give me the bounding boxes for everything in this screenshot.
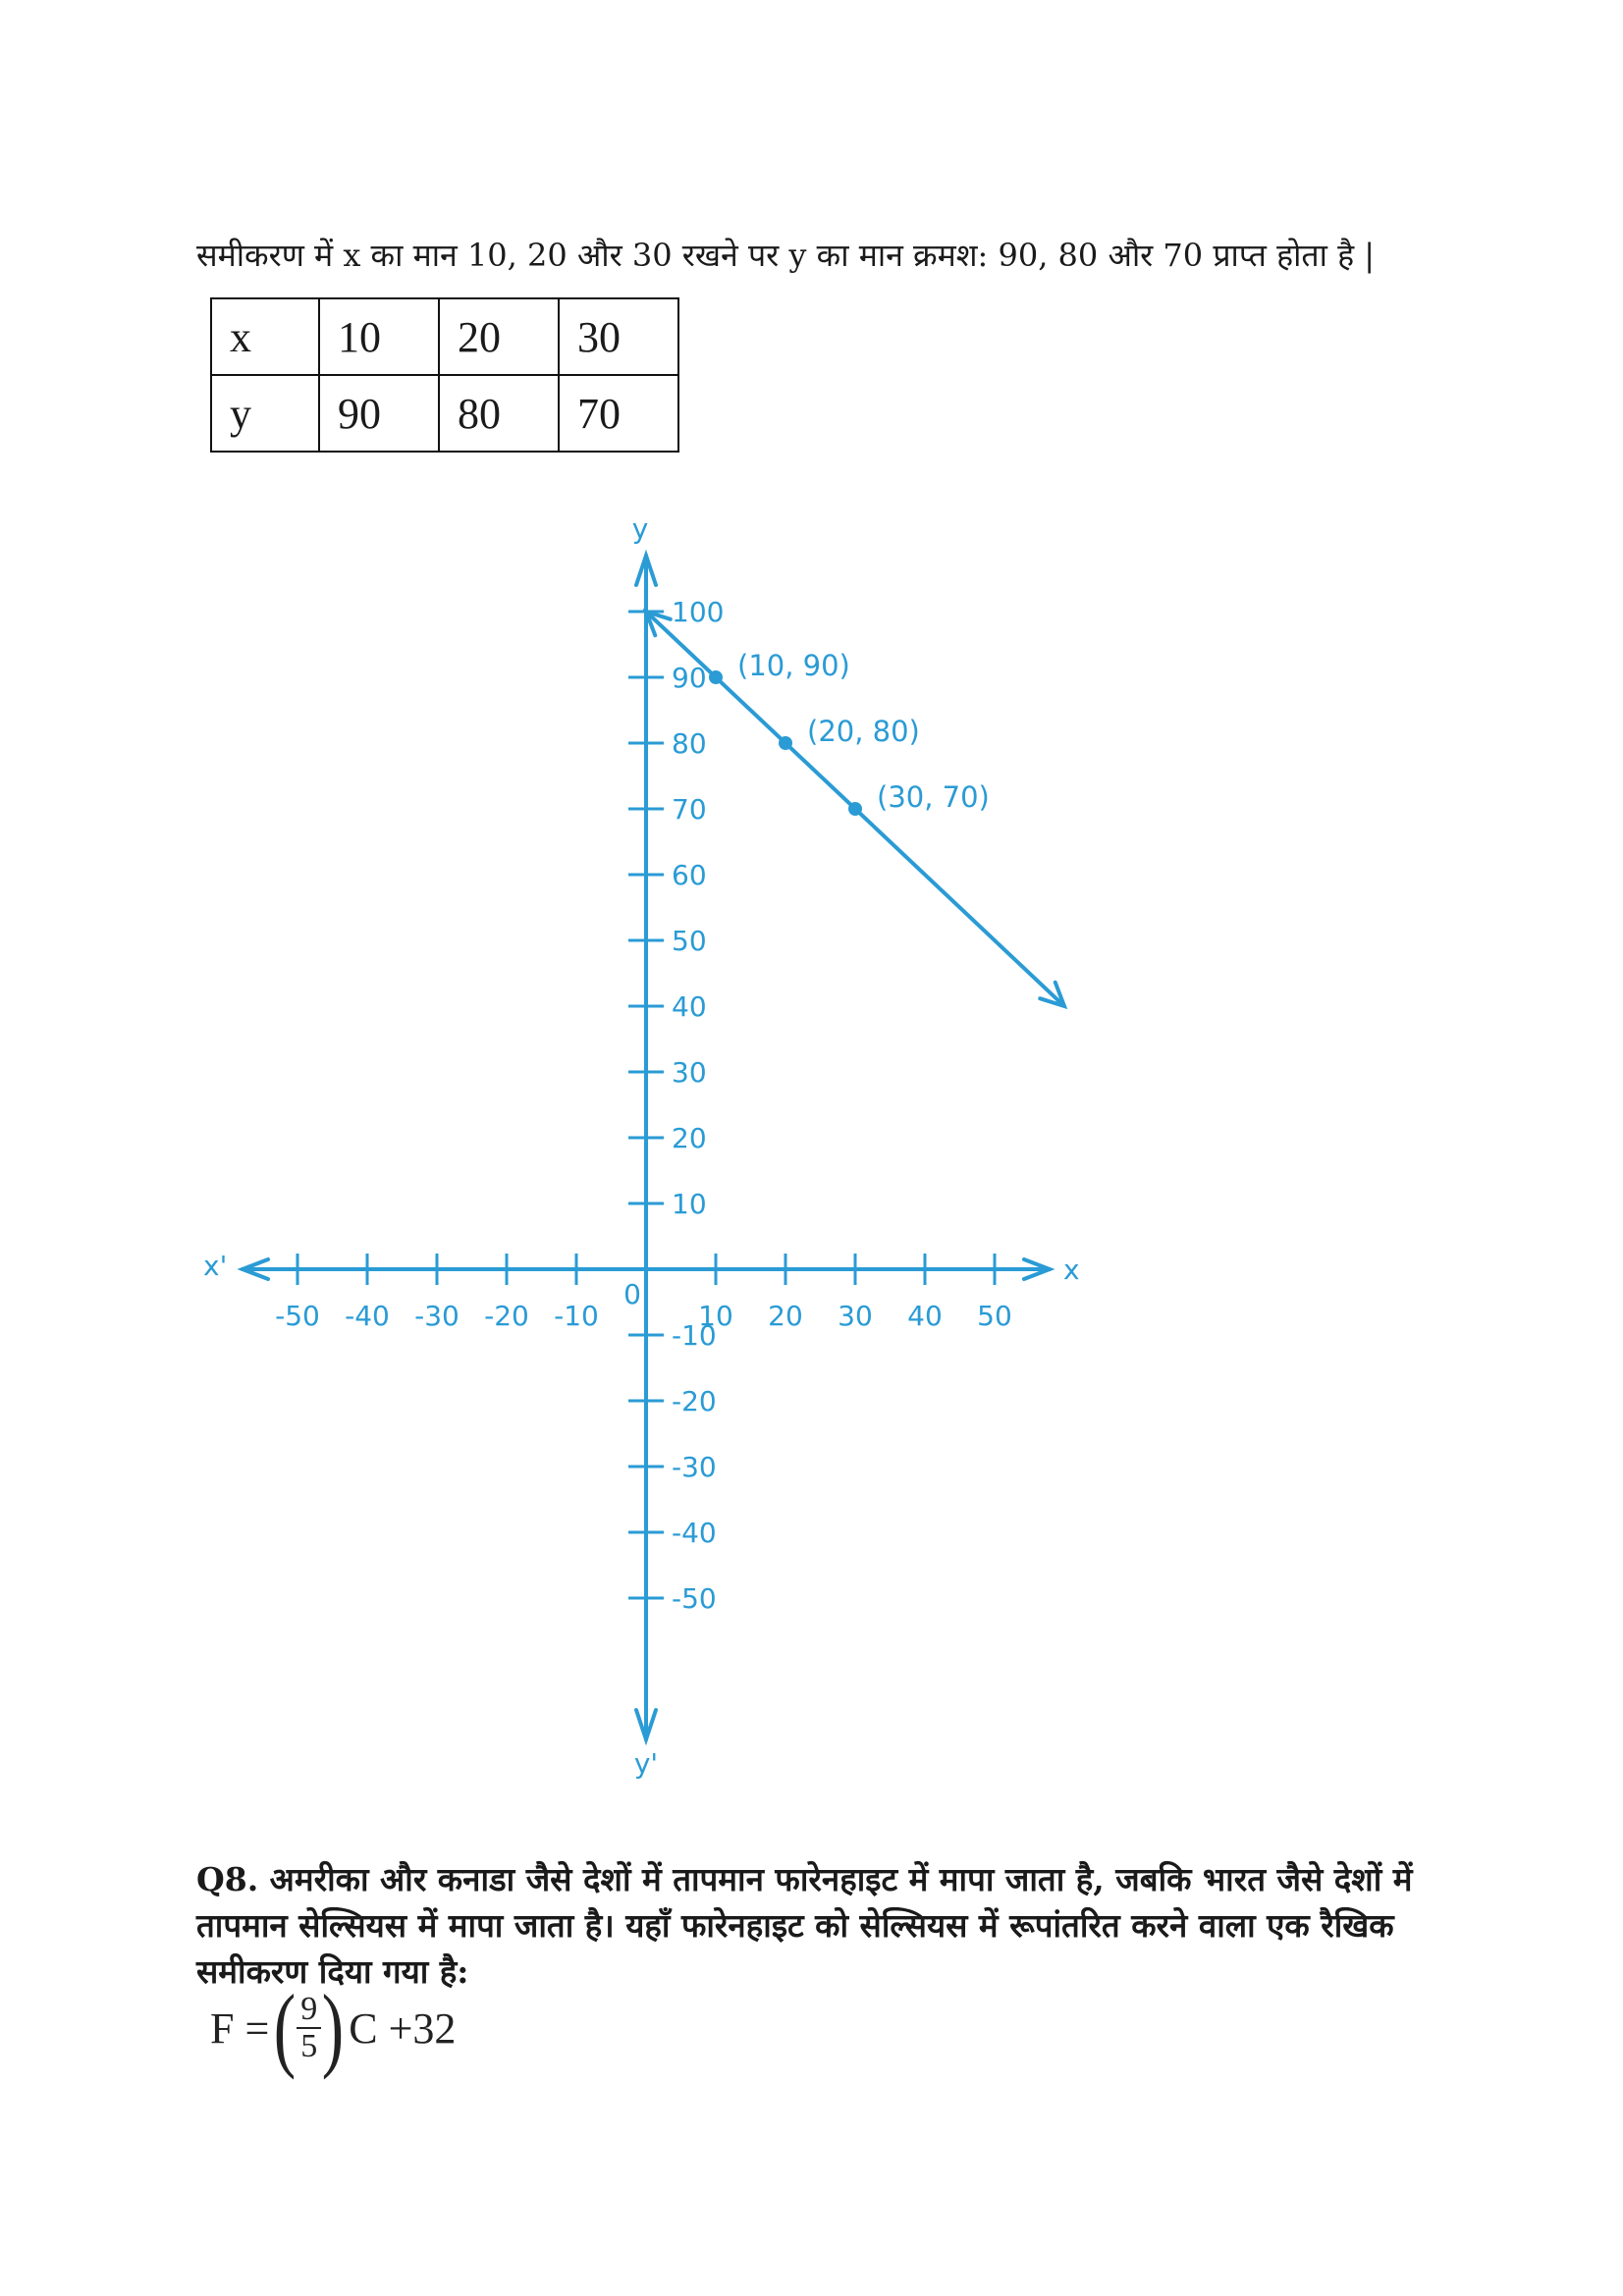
x-tick-label: 20 [768, 1300, 803, 1332]
y-tick-label: -50 [672, 1582, 717, 1615]
fraction-denominator: 5 [300, 2028, 318, 2064]
table-cell: x [211, 298, 319, 375]
y-tick-label: 80 [672, 727, 707, 760]
table-cell: 10 [319, 298, 439, 375]
y-tick-label: 70 [672, 793, 707, 826]
table-cell: 90 [319, 375, 439, 452]
table-cell: y [211, 375, 319, 452]
data-point-label: (10, 90) [737, 649, 850, 682]
fraction [297, 1992, 321, 2064]
y-tick-label: 20 [672, 1122, 707, 1154]
table-row [211, 298, 678, 375]
x-tick-label: -30 [414, 1300, 460, 1332]
y-axis-neg-label: y' [633, 1747, 659, 1780]
y-tick-label: 100 [672, 596, 725, 628]
table-cell: 30 [559, 298, 678, 375]
x-axis-neg-label: x' [203, 1250, 228, 1282]
table-cell: 20 [439, 298, 559, 375]
table-cell: 70 [559, 375, 678, 452]
data-point [709, 670, 723, 684]
y-tick-label: -10 [672, 1319, 717, 1352]
y-tick-label: 30 [672, 1056, 707, 1089]
x-axis-label: x [1063, 1254, 1080, 1286]
formula-rhs: C +32 [349, 2003, 457, 2053]
x-tick-label: 50 [977, 1300, 1012, 1332]
table-row [211, 375, 678, 452]
data-point-label: (30, 70) [877, 780, 990, 814]
y-tick-label: -40 [672, 1517, 717, 1549]
y-tick-label: -20 [672, 1385, 717, 1417]
table-cell: 80 [439, 375, 559, 452]
y-axis-label: y [631, 512, 649, 545]
x-tick-label: 40 [907, 1300, 943, 1332]
x-tick-label: 30 [838, 1300, 873, 1332]
x-tick-label: -50 [275, 1300, 320, 1332]
data-point-label: (20, 80) [807, 715, 920, 748]
x-tick-label: 10 [698, 1300, 733, 1332]
y-tick-label: 50 [672, 925, 707, 957]
coordinate-graph [203, 512, 1090, 1780]
x-tick-label: -10 [554, 1300, 599, 1332]
y-tick-label: 10 [672, 1188, 707, 1220]
x-tick-label: -40 [345, 1300, 390, 1332]
left-paren: ( [274, 1975, 297, 2080]
intro-text: समीकरण में x का मान 10, 20 और 30 रखने पर y का मान क्रमश: 90, 80 और 70 प्राप्त होता है | [196, 237, 1376, 274]
x-tick-label: -20 [484, 1300, 529, 1332]
data-point [848, 802, 862, 816]
y-tick-label: -30 [672, 1451, 717, 1483]
y-tick-label: 60 [672, 859, 707, 891]
origin-label: 0 [623, 1278, 641, 1310]
right-paren: ) [322, 1975, 345, 2080]
formula [210, 1975, 457, 2080]
y-tick-label: 40 [672, 990, 707, 1023]
fraction-numerator: 9 [297, 1992, 321, 2029]
formula-lhs: F = [210, 2003, 270, 2053]
xy-value-table [210, 297, 679, 453]
y-tick-label: 90 [672, 662, 707, 694]
data-point [779, 736, 792, 750]
question-8-text: Q8. अमरीका और कनाडा जैसे देशों में तापमान फारेनहाइट में मापा जाता है, जबकि भारत जैसे देशों में तापमान सेल्सियस में मापा जाता है। यहाँ फारेनहाइट को सेल्सियस में रूपांतरित करने वाला एक रैखिक समीकरण दिया गया है: [196, 1860, 1413, 1991]
